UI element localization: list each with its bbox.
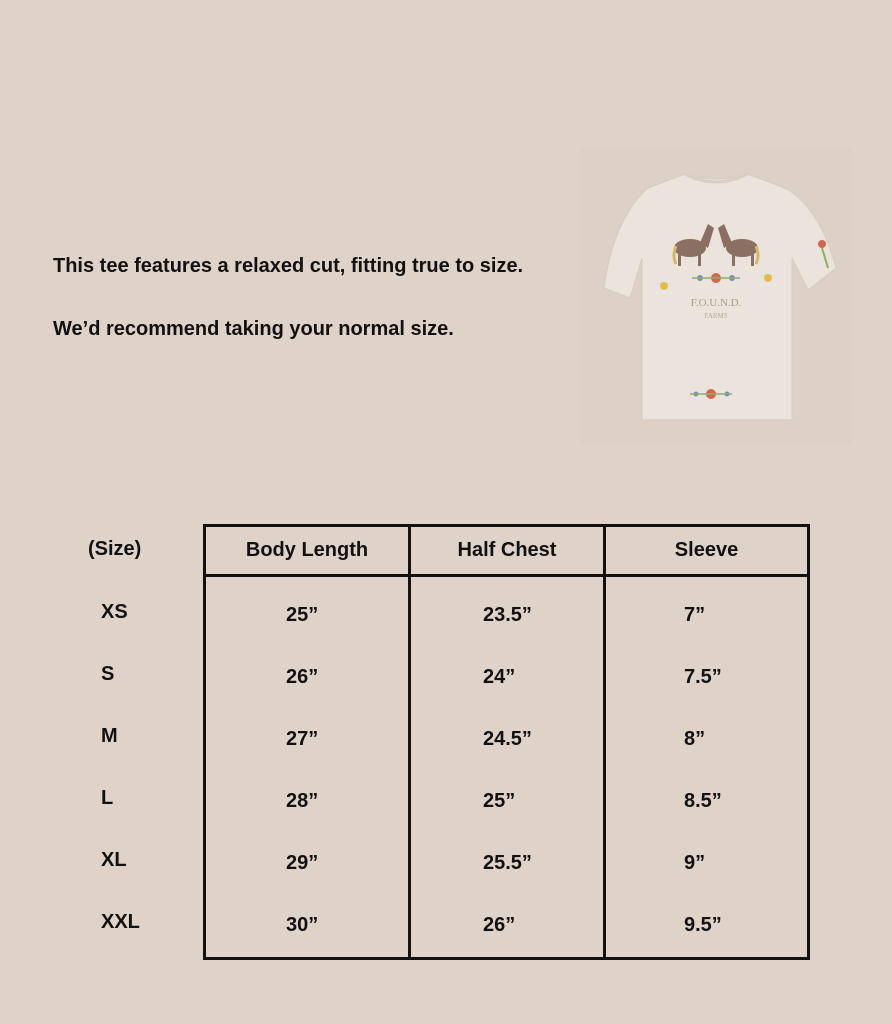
fit-note: This tee features a relaxed cut, fitting true to size.: [53, 255, 524, 277]
size-column-header: (Size): [88, 538, 142, 560]
cell-xs-body-length: 25”: [286, 604, 319, 626]
cell-l-sleeve: 8.5”: [684, 790, 722, 812]
cell-m-body-length: 27”: [286, 728, 319, 750]
svg-text:F.O.U.N.D.: F.O.U.N.D.: [690, 297, 742, 309]
svg-text:FARMS: FARMS: [704, 312, 728, 320]
column-header-body-length: Body Length: [245, 539, 369, 561]
cell-l-body-length: 28”: [286, 790, 319, 812]
size-label-xxl: XXL: [101, 911, 140, 933]
cell-s-half-chest: 24”: [483, 666, 516, 688]
fit-description: [53, 254, 523, 341]
cell-s-sleeve: 7.5”: [684, 666, 722, 688]
cell-xxl-body-length: 30”: [286, 914, 319, 936]
cell-l-half-chest: 25”: [483, 790, 516, 812]
cell-xl-sleeve: 9”: [684, 852, 706, 874]
column-divider: [603, 527, 606, 957]
product-image: [580, 148, 852, 444]
cell-m-half-chest: 24.5”: [483, 728, 532, 750]
cell-xs-half-chest: 23.5”: [483, 604, 532, 626]
size-chart-table: [203, 524, 810, 960]
size-recommendation: We’d recommend taking your normal size.: [53, 318, 454, 340]
cell-xxl-half-chest: 26”: [483, 914, 516, 936]
size-label-m: M: [101, 725, 118, 747]
size-label-s: S: [101, 663, 115, 685]
column-header-half-chest: Half Chest: [457, 539, 557, 561]
cell-s-body-length: 26”: [286, 666, 319, 688]
cell-xl-body-length: 29”: [286, 852, 319, 874]
size-label-l: L: [101, 787, 114, 809]
cell-xl-half-chest: 25.5”: [483, 852, 532, 874]
column-divider: [408, 527, 411, 957]
column-header-sleeve: Sleeve: [674, 539, 739, 561]
size-label-xl: XL: [101, 849, 127, 871]
header-divider: [206, 574, 807, 577]
size-label-xs: XS: [101, 601, 128, 623]
cell-xs-sleeve: 7”: [684, 604, 706, 626]
tshirt-icon: [580, 148, 852, 444]
cell-xxl-sleeve: 9.5”: [684, 914, 722, 936]
cell-m-sleeve: 8”: [684, 728, 706, 750]
